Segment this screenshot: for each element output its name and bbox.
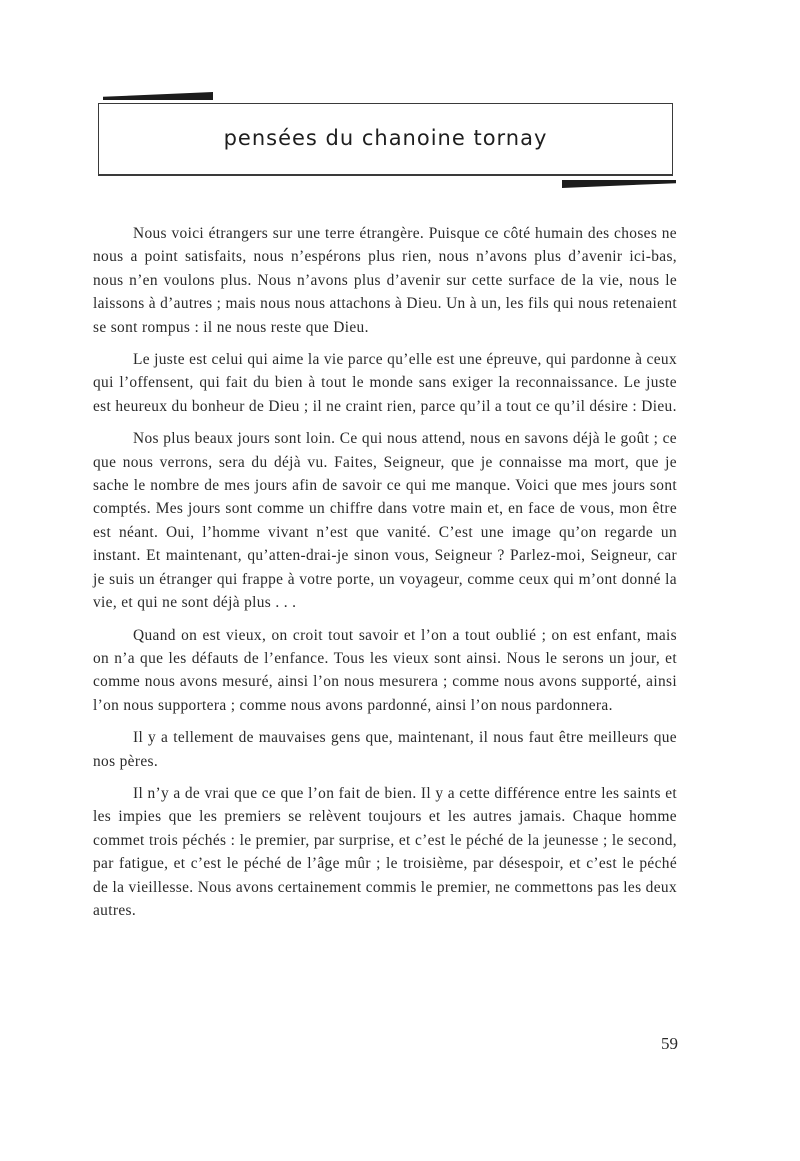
- paragraph: Il n’y a de vrai que ce que l’on fait de bien. Il y a cette différence entre les saints et les impies que les premiers se relèvent toujours et les autres jamais. Chaque homme commet trois péchés : le premier, par surprise, et c’est le péché de la jeunesse ; le second, par fatigue, et c’est le péché de l’âge mûr ; le troisième, par désespoir, et c’est le péché de la vieillesse. Nous avons certainement commis le premier, ne commettons pas les deux autres.: [93, 784, 677, 919]
- paragraph: Quand on est vieux, on croit tout savoir et l’on a tout oublié ; on est enfant, mais on n’a que les défauts de l’enfance. Tous les vieux sont ainsi. Nous le serons un jour, et comme nous avons mesuré, ainsi l’on nous mesurera ; comme nous avons supporté, ainsi l’on nous supportera ; comme nous avons pardonné, ainsi l’on nous pardonnera.: [93, 626, 677, 714]
- body-text: [93, 222, 677, 931]
- title-frame: [98, 103, 673, 176]
- page-number: 59: [661, 1034, 678, 1053]
- decorative-bar-bottom: [562, 180, 676, 188]
- paragraph: Il y a tellement de mauvaises gens que, maintenant, il nous faut être meilleurs que nos pères.: [93, 729, 677, 770]
- paragraph: Le juste est celui qui aime la vie parce qu’elle est une épreuve, qui pardonne à ceux qui l’offensent, qui fait du bien à tout le monde sans exiger la reconnaissance. Le juste est heureux du bonheur de Dieu ; il ne craint rien, parce qu’il a tout ce qu’il désire : Dieu.: [93, 351, 677, 415]
- page-title: pensées du chanoine tornay: [223, 126, 548, 150]
- paragraph: Nous voici étrangers sur une terre étrangère. Puisque ce côté humain des choses ne nous a point satisfaits, nous n’espérons plus rien, nous n’avons plus d’avenir ici-bas, nous n’en voulons plus. Nous n’avons plus d’avenir sur cette surface de la vie, nous le laissons à d’autres ; mais nous nous attachons à Dieu. Un à un, les fils qui nous retenaient se sont rompus : il ne nous reste que Dieu.: [93, 225, 678, 336]
- paragraph: Nos plus beaux jours sont loin. Ce qui nous attend, nous en savons déjà le goût ; ce que nous verrons, sera du déjà vu. Faites, Seigneur, que je connaisse ma mort, que je sache le nombre de mes jours afin de savoir ce qui me manque. Voici que mes jours sont comptés. Mes jours sont comme un chiffre dans votre main et, en face de vous, mon être est néant. Oui, l’homme vivant n’est que vanité. C’est une image qu’on regarde un instant. Et maintenant, qu’atten-drai-je sinon vous, Seigneur ? Parlez-moi, Seigneur, car je suis un étranger qui frappe à votre porte, un voyageur, comme ceux qui m’ont donné la vie, et qui ne sont déjà plus . . .: [93, 430, 677, 612]
- decorative-bar-top: [103, 92, 213, 100]
